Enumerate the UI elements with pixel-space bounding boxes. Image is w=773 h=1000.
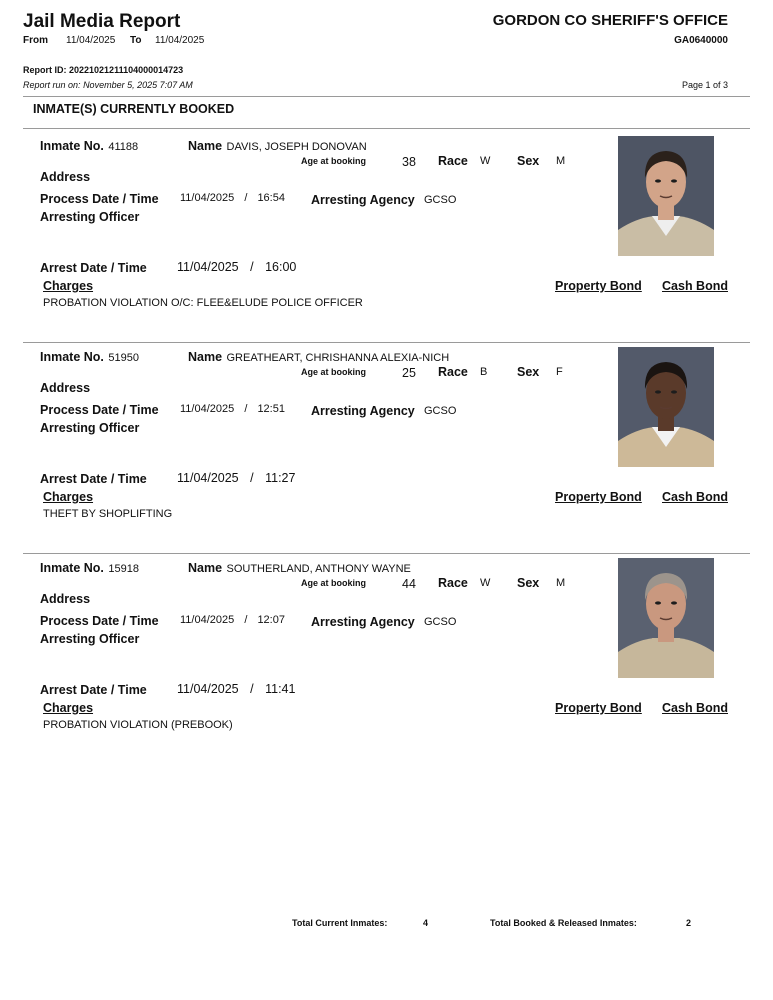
age-label: Age at booking <box>301 156 366 166</box>
process-slash: / <box>244 614 248 626</box>
address-label: Address <box>40 592 91 606</box>
property-bond-label: Property Bond <box>555 490 642 504</box>
sex-label: Sex <box>517 576 540 590</box>
inmate-name: SOUTHERLAND, ANTHONY WAYNE <box>226 563 411 575</box>
property-bond-label: Property Bond <box>555 701 642 715</box>
page-number: Page 1 of 3 <box>681 80 728 90</box>
inmate-number: 15918 <box>108 563 139 575</box>
mugshot-photo <box>618 136 714 256</box>
mugshot-svg <box>618 136 714 256</box>
inmate-name: GREATHEART, CHRISHANNA ALEXIA-NICH <box>226 352 450 364</box>
report-title: Jail Media Report <box>23 11 181 32</box>
name-label: Name <box>188 561 223 575</box>
process-label: Process Date / Time <box>40 403 159 417</box>
agency-code: GA0640000 <box>674 35 728 46</box>
inmate-number-row <box>40 137 138 155</box>
race-label: Race <box>438 576 468 590</box>
arrest-time: 16:00 <box>265 260 297 274</box>
process-datetime <box>180 403 285 415</box>
address-label: Address <box>40 381 91 395</box>
arrest-date: 11/04/2025 <box>177 682 239 696</box>
office-name: GORDON CO SHERIFF'S OFFICE <box>492 12 728 29</box>
report-id: 20221021211104000014723 <box>69 65 184 75</box>
process-time: 12:07 <box>257 614 285 626</box>
process-label: Process Date / Time <box>40 192 159 206</box>
sex-value: M <box>556 155 566 167</box>
inmate-number: 41188 <box>108 141 139 153</box>
mugshot-svg <box>618 558 714 678</box>
report-id-row <box>23 65 183 75</box>
inmate-number-row <box>40 348 139 366</box>
arrest-datetime <box>177 682 295 696</box>
cash-bond-label: Cash Bond <box>662 490 728 504</box>
sex-value: F <box>556 366 563 378</box>
sex-label: Sex <box>517 365 540 379</box>
race-label: Race <box>438 365 468 379</box>
officer-label: Arresting Officer <box>40 421 140 435</box>
inmate-number-label: Inmate No. <box>40 561 104 575</box>
address-label: Address <box>40 170 91 184</box>
section-divider <box>23 128 750 129</box>
age-value: 44 <box>402 577 416 591</box>
arrest-time: 11:41 <box>265 682 296 696</box>
total-booked-value: 2 <box>686 918 692 928</box>
race-label: Race <box>438 154 468 168</box>
inmate-name-row <box>188 348 449 366</box>
charges-label: Charges <box>43 701 94 715</box>
age-value: 38 <box>402 155 416 169</box>
agency-label: Arresting Agency <box>311 615 415 629</box>
sex-label: Sex <box>517 154 540 168</box>
arrest-slash: / <box>250 471 254 485</box>
run-on: November 5, 2025 7:07 AM <box>83 80 193 90</box>
mugshot-svg <box>618 347 714 467</box>
inmate-name-row <box>188 137 367 155</box>
to-label: To <box>130 35 142 46</box>
arrest-label: Arrest Date / Time <box>40 472 147 486</box>
name-label: Name <box>188 139 223 153</box>
process-date: 11/04/2025 <box>180 403 235 415</box>
property-bond-label: Property Bond <box>555 279 642 293</box>
race-value: W <box>480 155 491 167</box>
arrest-date: 11/04/2025 <box>177 471 239 485</box>
arrest-date: 11/04/2025 <box>177 260 239 274</box>
charges-label: Charges <box>43 279 94 293</box>
race-value: B <box>480 366 488 378</box>
record-divider <box>23 342 750 343</box>
charge-text: THEFT BY SHOPLIFTING <box>43 508 173 520</box>
arrest-slash: / <box>250 682 254 696</box>
cash-bond-label: Cash Bond <box>662 279 728 293</box>
cash-bond-label: Cash Bond <box>662 701 728 715</box>
header-divider <box>23 96 750 97</box>
total-booked-label: Total Booked & Released Inmates: <box>490 918 637 928</box>
arrest-label: Arrest Date / Time <box>40 683 147 697</box>
inmate-record <box>0 344 773 554</box>
inmate-number: 51950 <box>108 352 139 364</box>
race-value: W <box>480 577 491 589</box>
agency-value: GCSO <box>424 616 457 628</box>
inmate-number-row <box>40 559 139 577</box>
inmate-name-row <box>188 559 411 577</box>
officer-label: Arresting Officer <box>40 210 140 224</box>
process-time: 16:54 <box>257 192 285 204</box>
agency-label: Arresting Agency <box>311 404 415 418</box>
to-date: 11/04/2025 <box>155 35 205 46</box>
age-value: 25 <box>402 366 416 380</box>
inmate-name: DAVIS, JOSEPH DONOVAN <box>226 141 367 153</box>
sex-value: M <box>556 577 566 589</box>
charge-text: PROBATION VIOLATION O/C: FLEE&ELUDE POLICE OFFICER <box>43 297 363 309</box>
process-datetime <box>180 192 285 204</box>
age-label: Age at booking <box>301 578 366 588</box>
inmate-number-label: Inmate No. <box>40 350 104 364</box>
from-label: From <box>23 35 48 46</box>
run-on-row <box>23 80 193 90</box>
age-label: Age at booking <box>301 367 366 377</box>
total-current-value: 4 <box>423 918 429 928</box>
process-time: 12:51 <box>257 403 285 415</box>
arrest-time: 11:27 <box>265 471 296 485</box>
process-slash: / <box>244 192 248 204</box>
name-label: Name <box>188 350 223 364</box>
agency-value: GCSO <box>424 194 457 206</box>
report-id-label: Report ID: <box>23 65 67 75</box>
mugshot-photo <box>618 558 714 678</box>
officer-label: Arresting Officer <box>40 632 140 646</box>
process-date: 11/04/2025 <box>180 192 235 204</box>
arrest-label: Arrest Date / Time <box>40 261 147 275</box>
arrest-datetime <box>177 260 296 274</box>
arrest-slash: / <box>250 260 254 274</box>
from-date: 11/04/2025 <box>66 35 116 46</box>
charge-text: PROBATION VIOLATION (PREBOOK) <box>43 719 233 731</box>
total-current-label: Total Current Inmates: <box>292 918 388 928</box>
run-on-label: Report run on: <box>23 80 81 90</box>
mugshot-photo <box>618 347 714 467</box>
section-title: INMATE(S) CURRENTLY BOOKED <box>33 102 235 116</box>
process-slash: / <box>244 403 248 415</box>
process-date: 11/04/2025 <box>180 614 235 626</box>
inmate-record <box>0 133 773 343</box>
agency-value: GCSO <box>424 405 457 417</box>
process-datetime <box>180 614 285 626</box>
agency-label: Arresting Agency <box>311 193 415 207</box>
record-divider <box>23 553 750 554</box>
process-label: Process Date / Time <box>40 614 159 628</box>
inmate-number-label: Inmate No. <box>40 139 104 153</box>
inmate-record <box>0 555 773 765</box>
arrest-datetime <box>177 471 295 485</box>
charges-label: Charges <box>43 490 94 504</box>
